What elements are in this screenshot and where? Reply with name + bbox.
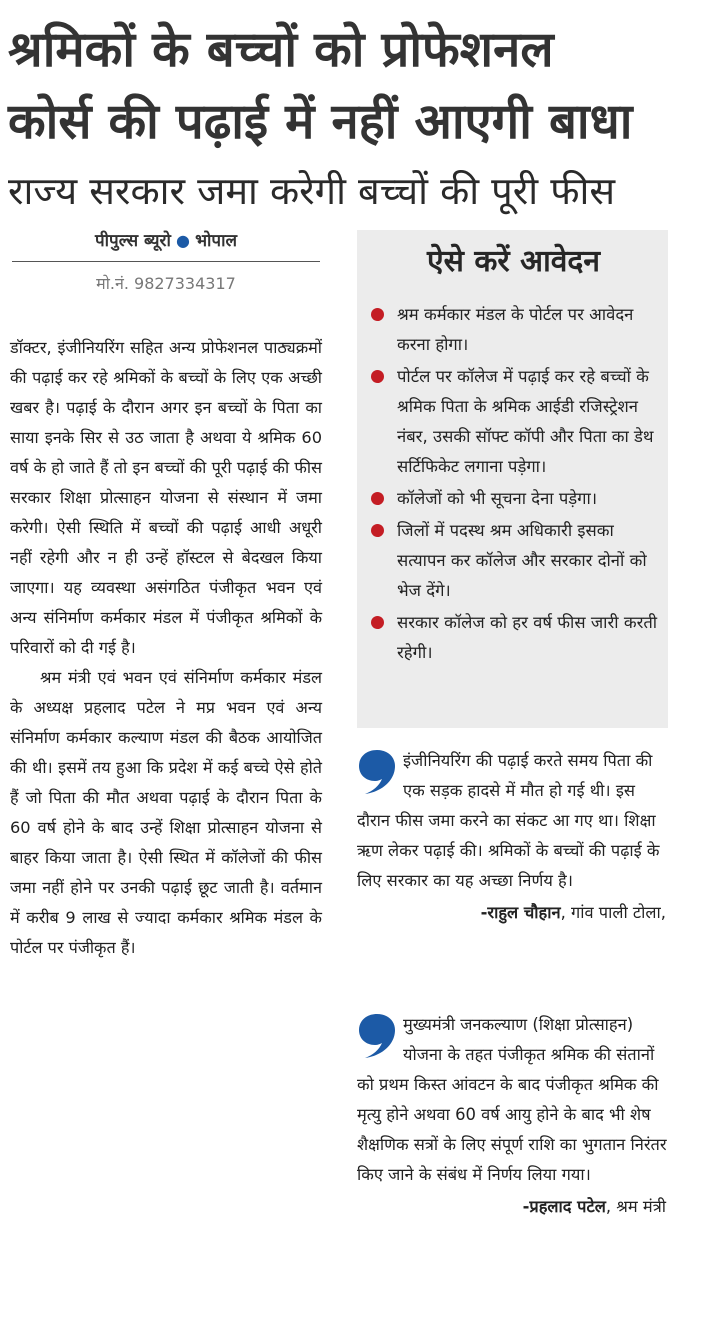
quote-attribution — [357, 1192, 672, 1222]
bullet-icon — [371, 492, 384, 505]
bullet-icon — [371, 370, 384, 383]
how-to-apply-box — [357, 230, 668, 728]
quote-mark-icon — [357, 748, 397, 796]
list-item: जिलों में पदस्थ श्रम अधिकारी इसका सत्यापन कर कॉलेज और सरकार दोनों को भेज देंगे। — [367, 516, 660, 606]
byline-divider — [12, 261, 320, 262]
article-body — [10, 333, 322, 963]
quote-rahul-chauhan — [357, 746, 672, 928]
quote-attribution — [357, 898, 672, 928]
byline-bureau: पीपुल्स ब्यूरो — [94, 231, 171, 251]
headline-line-1: श्रमिकों के बच्चों को प्रोफेशनल — [8, 21, 554, 78]
list-item: कॉलेजों को भी सूचना देना पड़ेगा। — [367, 484, 660, 514]
quote-author-detail: , गांव पाली टोला, — [560, 903, 666, 922]
bullet-icon — [371, 616, 384, 629]
quote-prahlad-patel — [357, 1010, 672, 1222]
how-to-apply-title: ऐसे करें आवेदन — [427, 244, 600, 279]
subheadline: राज्य सरकार जमा करेगी बच्चों की पूरी फीस — [8, 169, 616, 213]
byline-phone: मो.नं. 9827334317 — [96, 274, 236, 293]
quote-text: मुख्यमंत्री जनकल्याण (शिक्षा प्रोत्साहन) योजना के तहत पंजीकृत श्रमिक की संतानों को प्रथम किस्त आंवटन के बाद पंजीकृत श्रमिक की मृत्यु होने अथवा 60 वर्ष आयु होने के बाद भी शेष शैक्षणिक सत्रों के लिए संपूर्ण राशि का भुगतान निरंतर किए जाने के संबंध में निर्णय लिया गया। — [357, 1015, 667, 1184]
quote-author: -राहुल चौहान — [480, 903, 561, 922]
list-item: श्रम कर्मकार मंडल के पोर्टल पर आवेदन करना होगा। — [367, 300, 660, 360]
how-to-apply-list — [367, 300, 660, 668]
article-paragraph-2: श्रम मंत्री एवं भवन एवं संनिर्माण कर्मकार मंडल के अध्यक्ष प्रहलाद पटेल ने मप्र भवन एवं अन्य संनिर्माण कर्मकार कल्याण मंडल की बैठक आयोजित की थी। इसमें तय हुआ कि प्रदेश में कई बच्चे ऐसे होते हैं जो पिता की मौत अथवा पढ़ाई के दौरान पिता के 60 वर्ष होने के बाद उन्हें शिक्षा प्रोत्साहन योजना से बाहर किया जाता है। ऐसी स्थित में कॉलेजों की फीस जमा नहीं होने पर उनकी पढ़ाई छूट जाती है। वर्तमान में करीब 9 लाख से ज्यादा कर्मकार श्रमिक मंडल के पोर्टल पर पंजीकृत हैं। — [10, 668, 322, 957]
headline-line-2: कोर्स की पढ़ाई में नहीं आएगी बाधा — [8, 93, 633, 150]
quote-mark-icon — [357, 1012, 397, 1060]
bullet-icon — [371, 524, 384, 537]
quote-author: -प्रहलाद पटेल — [522, 1197, 606, 1216]
byline-city: भोपाल — [195, 231, 238, 251]
byline-bullet-icon: ● — [176, 231, 190, 250]
headline — [8, 14, 698, 158]
quote-text: इंजीनियरिंग की पढ़ाई करते समय पिता की एक सड़क हादसे में मौत हो गई थी। इस दौरान फीस जमा करने का संकट आ गए था। शिक्षा ऋण लेकर पढ़ाई की। श्रमिकों के बच्चों की पढ़ाई के लिए सरकार का यह अच्छा निर्णय है। — [357, 751, 660, 890]
bullet-icon — [371, 308, 384, 321]
article-paragraph-1: डॉक्टर, इंजीनियरिंग सहित अन्य प्रोफेशनल पाठ्यक्रमों की पढ़ाई कर रहे श्रमिकों के बच्चों के लिए एक अच्छी खबर है। पढ़ाई के दौरान अगर इन बच्चों के पिता का साया इनके सिर से उठ जाता है अथवा ये श्रमिक 60 वर्ष के हो जाते हैं तो इन बच्चों की पूरी पढ़ाई की फीस सरकार शिक्षा प्रोत्साहन योजना से संस्थान में जमा करेगी। ऐसी स्थिति में बच्चों की पढ़ाई आधी अधूरी नहीं रहेगी और न ही उन्हें हॉस्टल से बेदखल किया जाएगा। यह व्यवस्था असंगठित पंजीकृत भवन एवं अन्य संनिर्माण कर्मकार मंडल में पंजीकृत श्रमिकों के परिवारों को दी गई है। — [10, 338, 322, 657]
quote-author-detail: , श्रम मंत्री — [605, 1197, 666, 1216]
byline — [12, 228, 320, 294]
list-item: पोर्टल पर कॉलेज में पढ़ाई कर रहे बच्चों के श्रमिक पिता के श्रमिक आईडी रजिस्ट्रेशन नंबर, उसकी सॉफ्ट कॉपी और पिता का डेथ सर्टिफिकेट लगाना पड़ेगा। — [367, 362, 660, 482]
list-item: सरकार कॉलेज को हर वर्ष फीस जारी करती रहेगी। — [367, 608, 660, 668]
